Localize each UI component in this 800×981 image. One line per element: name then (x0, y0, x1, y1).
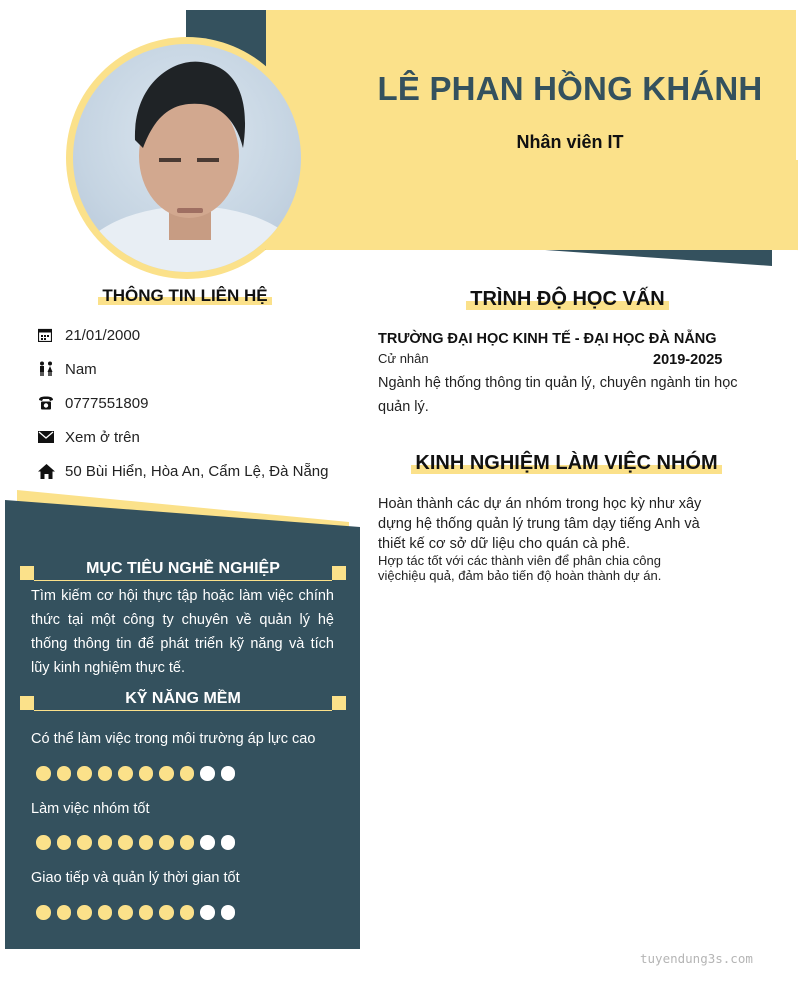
skill-rating (36, 766, 235, 781)
contact-phone (38, 386, 348, 420)
rating-dot-filled (139, 905, 154, 920)
soft-skills-title: KỸ NĂNG MỀM (125, 690, 241, 707)
skill-name: Làm việc nhóm tốt (31, 801, 150, 817)
rating-dot-filled (180, 835, 195, 850)
objective-heading (20, 562, 346, 584)
education-title-text: TRÌNH ĐỘ HỌC VẤN (466, 288, 668, 310)
contact-gender-value: Nam (65, 360, 97, 378)
teamwork-paragraph-1: Hoàn thành các dự án nhóm trong học kỳ như xây dựng hệ thống quản lý trung tâm dạy tiếng Anh và thiết kế cơ sở dữ liệu cho quán cà phê. (378, 496, 702, 552)
gender-icon (38, 361, 65, 377)
rating-dot-filled (139, 766, 154, 781)
avatar-photo (73, 44, 301, 272)
contact-birthdate-value: 21/01/2000 (65, 326, 141, 344)
phone-icon (38, 396, 65, 410)
skill-name: Có thể làm việc trong môi trường áp lực cao (31, 731, 316, 747)
rating-dot-empty (200, 766, 215, 781)
education-description: Ngành hệ thống thông tin quản lý, chuyên ngành tin học quản lý. (378, 375, 738, 415)
contact-email-value: Xem ở trên (65, 428, 140, 446)
contact-phone-value: 0777551809 (65, 394, 149, 412)
rating-dot-filled (98, 905, 113, 920)
watermark: tuyendung3s.com (640, 951, 753, 966)
contact-email (38, 420, 348, 454)
objective-text: Tìm kiếm cơ hội thực tập hoặc làm việc chính thức tại một công ty chuyên về quản lý hệ thống thông tin để phát triển kỹ năng và tích lũy kinh nghiệm thực tế. (31, 588, 334, 676)
contact-gender (38, 352, 348, 386)
teamwork-title-text: KINH NGHIỆM LÀM VIỆC NHÓM (411, 452, 721, 474)
rating-dot-empty (200, 905, 215, 920)
degree: Cử nhân (378, 351, 429, 366)
teamwork-paragraph-2: Hợp tác tốt với các thành viên để phân chia công việchiệu quả, đảm bảo tiến độ hoàn thành dự án. (378, 553, 662, 583)
rating-dot-filled (57, 835, 72, 850)
rating-dot-filled (159, 766, 174, 781)
teamwork-section-title (400, 452, 733, 475)
rating-dot-empty (221, 835, 236, 850)
objective-title: MỤC TIÊU NGHỀ NGHIỆP (86, 560, 280, 577)
rating-dot-filled (36, 905, 51, 920)
rating-dot-filled (98, 766, 113, 781)
rating-dot-filled (159, 835, 174, 850)
skill-rating (36, 835, 235, 850)
candidate-name: LÊ PHAN HỒNG KHÁNH (377, 70, 763, 107)
skill-rating (36, 905, 235, 920)
contact-address-value: 50 Bùi Hiển, Hòa An, Cẩm Lệ, Đà Nẵng (65, 462, 329, 480)
calendar-icon (38, 328, 65, 342)
contact-title-text: THÔNG TIN LIÊN HỆ (98, 286, 271, 305)
contact-list (38, 318, 348, 488)
school-name: TRƯỜNG ĐẠI HỌC KINH TẾ - ĐẠI HỌC ĐÀ NẴNG (378, 331, 717, 347)
study-period: 2019-2025 (653, 352, 723, 368)
rating-dot-empty (221, 905, 236, 920)
rating-dot-filled (36, 766, 51, 781)
rating-dot-filled (118, 835, 133, 850)
rating-dot-filled (118, 766, 133, 781)
rating-dot-filled (180, 766, 195, 781)
rating-dot-filled (139, 835, 154, 850)
envelope-icon (38, 431, 65, 443)
rating-dot-filled (118, 905, 133, 920)
contact-address (38, 454, 348, 488)
rating-dot-filled (36, 835, 51, 850)
rating-dot-filled (77, 835, 92, 850)
contact-birthdate (38, 318, 348, 352)
home-icon (38, 464, 65, 479)
education-section-title (440, 288, 695, 311)
rating-dot-filled (98, 835, 113, 850)
rating-dot-empty (200, 835, 215, 850)
rating-dot-empty (221, 766, 236, 781)
rating-dot-filled (77, 905, 92, 920)
rating-dot-filled (180, 905, 195, 920)
contact-section-title (40, 286, 330, 306)
job-title: Nhân viên IT (516, 132, 624, 152)
person-silhouette-icon (73, 44, 301, 272)
rating-dot-filled (57, 905, 72, 920)
rating-dot-filled (159, 905, 174, 920)
skill-name: Giao tiếp và quản lý thời gian tốt (31, 870, 240, 886)
rating-dot-filled (57, 766, 72, 781)
soft-skills-heading (20, 692, 346, 714)
rating-dot-filled (77, 766, 92, 781)
